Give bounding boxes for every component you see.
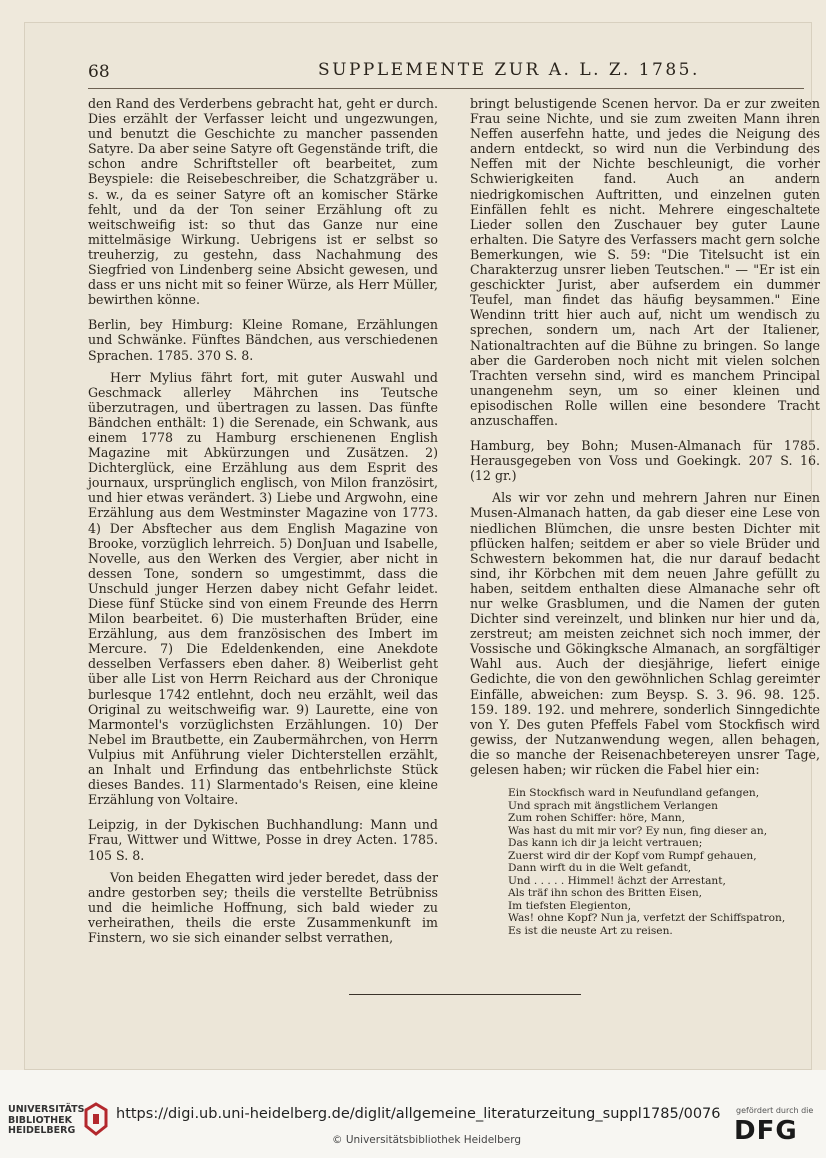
paragraph: bringt belustigende Scenen hervor. Da er zur zweiten Frau seine Nichte, und sie zum zweiten Mann ihren Neffen auserfehn hatte, und jedes die Neigung des andern entdeckt, so wird nun die Verbindung des Neffen mit der Nichte beschleunigt, die vorher Schwierigkeiten fand. Auch an andern niedrigkomischen Auftritten, und einzelnen guten Einfällen fehlt es nicht. Mehrere eingeschaltete Lieder sollen den Zuschauer bey guter Laune erhalten. Die Satyre des Verfassers macht gern solche Bemerkungen, wie S. 59: "Die Titelsucht ist ein Charakterzug unsrer lieben Teutschen." — "Er ist ein geschickter Jurist, aber aufserdem ein dummer Teufel, man findet das häufig beysammen." Eine Wendinn tritt hier auch auf, nicht um wendisch zu sprechen, sondern um, nach Art der Italiener, Nationaltrachten auf die Bühne zu bringen. So lange aber die Garderoben noch nicht mit vielen solchen Trachten versehn sind, wird es manchem Principal unangenehm seyn, um so einer kleinen und episodischen Rolle willen eine besondere Tracht anzuschaffen. (470, 96, 820, 428)
running-head: SUPPLEMENTE ZUR A. L. Z. 1785. (318, 60, 700, 80)
left-column (88, 96, 438, 952)
scanned-page (24, 22, 820, 1070)
paragraph: Von beiden Ehegatten wird jeder beredet, dass der andre gestorben sey; theils die verstellte Betrübniss und die heimliche Hoffnung, sich bald wieder zu verheirathen, theils die erste Zusammenkunft im Finstern, wo sie sich einander selbst verrathen, (88, 869, 438, 945)
paragraph: den Rand des Verderbens gebracht hat, geht er durch. Dies erzählt der Verfasser leicht und ungezwungen, und benutzt die Geschichte zu mancher passenden Satyre. Da aber seine Satyre oft Gegenstände trift, die schon andre Schriftsteller oft bearbeitet, zum Beyspiele: die Reisebeschreiber, die Schatzgräber u. s. w., da es seiner Satyre oft an komischer Stärke fehlt, und da der Ton seiner Erzählung oft zu weitschweifig ist: so thut das Ganze nur eine mittelmäsige Wirkung. Uebrigens ist er selbst so treuherzig, zu gestehn, dass Nachahmung des Siegfried von Lindenberg seine Absicht gewesen, und dass er uns nicht mit so feiner Würze, als Herr Müller, bewirthen könne. (88, 96, 438, 308)
institution-name: UNIVERSITÄTS- BIBLIOTHEK HEIDELBERG (8, 1104, 89, 1136)
book-entry-heading: Hamburg, bey Bohn; Musen-Almanach für 1785. Herausgegeben von Voss und Goekingk. 207 S. 16. (12 gr.) (470, 438, 820, 484)
book-entry-heading: Berlin, bey Himburg: Kleine Romane, Erzählungen und Schwänke. Fünftes Bändchen, aus verschiedenen Sprachen. 1785. 370 S. 8. (88, 317, 438, 363)
closing-rule (349, 994, 581, 995)
funded-by-label: gefördert durch die (736, 1106, 814, 1115)
page-header (88, 60, 804, 89)
paragraph: Als wir vor zehn und mehrern Jahren nur Einen Musen-Almanach hatten, da gab dieser eine Lese von niedlichen Blümchen, die unsre besten Dichter mit pflücken halfen; seitdem er aber so viele Brüder und Schwestern bekommen hat, die nur darauf bedacht sind, ihr Körbchen mit dem neuen Jahre gefüllt zu haben, seitdem enthalten diese Almanache sehr oft nur welke Grasblumen, und die Namen der guten Dichter sind vereinzelt, und blinken nur hier und da, zerstreut; am meisten zeichnet sich noch immer, der Vossische und Gökingksche Almanach, an sorgfältiger Wahl aus. Auch der diesjährige, liefert einige Gedichte, die von den gewöhnlichen Schlag gereimter Einfälle, abweichen: zum Beysp. S. 3. 96. 98. 125. 159. 189. 192. und mehrere, sonderlich Sinngedichte von Y. Des guten Pfeffels Fabel vom Stockfisch wird gewiss, der Nutzanwendung wegen, allen behagen, die so manche der Reisenachbetereyen unsrer Tage, gelesen haben; wir rücken die Fabel hier ein: (470, 490, 820, 778)
dfg-logo: DFG (734, 1116, 798, 1146)
book-entry-heading: Leipzig, in der Dykischen Buchhandlung: Mann und Frau, Wittwer und Wittwe, Posse in drey Acten. 1785. 105 S. 8. (88, 817, 438, 863)
right-column (470, 96, 820, 937)
university-library-logo (8, 1105, 88, 1137)
page-content (84, 44, 820, 1044)
copyright-notice: © Universitätsbibliothek Heidelberg (332, 1134, 522, 1146)
page-number: 68 (88, 62, 110, 82)
poem-fable: Ein Stockfisch ward in Neufundland gefangen, Und sprach mit ängstlichem Verlangen Zum rohen Schiffer: höre, Mann, Was hast du mit mir vor? Ey nun, fing dieser an, Das kann ich dir ja leicht vertrauen; Zuerst wird dir der Kopf vom Rumpf gehauen, Dann wirft du in die Welt gefandt, Und . . . . . Himmel! ächzt der Arrestant, Als träf ihn schon des Britten Eisen, Im tiefsten Elegienton, Was! ohne Kopf? Nun ja, verfetzt der Schiffspatron, Es ist die neuste Art zu reisen. (508, 787, 786, 937)
heidelberg-mark-icon (84, 1102, 108, 1136)
permalink-url[interactable]: https://digi.ub.uni-heidelberg.de/diglit/allgemeine_literaturzeitung_suppl1785/0076 (116, 1106, 721, 1122)
paragraph: Herr Mylius fährt fort, mit guter Auswahl und Geschmack allerley Mährchen ins Teutsche überzutragen, und übertragen zu lassen. Das fünfte Bändchen enthält: 1) die Serenade, ein Schwank, aus einem 1778 zu Hamburg erschienenen English Magazine mit Abkürzungen und Zusätzen. 2) Dichterglück, eine Erzählung aus dem Esprit des journaux, ursprünglich englisch, von Milon französirt, und hier etwas verändert. 3) Liebe und Argwohn, eine Erzählung aus dem Westminster Magazine von 1773. 4) Der Absftecher aus dem English Magazine von Brooke, vorzüglich lehrreich. 5) DonJuan und Isabelle, Novelle, aus den Werken des Vergier, aber nicht in dessen Tone, sondern so umgestimmt, dass die Unschuld junger Herzen dabey nicht Gefahr leidet. Diese fünf Stücke sind von einem Freunde des Herrn Milon bearbeitet. 6) Die musterhaften Brüder, eine Erzählung, aus dem französischen des Imbert im Mercure. 7) Die Edeldenkenden, eine Anekdote desselben Verfassers eben daher. 8) Weiberlist geht über alle List von Herrn Reichard aus der Chronique burlesque 1742 entlehnt, doch neu erzählt, weil das Original zu weitschweifig war. 9) Laurette, eine von Marmontel's vorzüglichsten Erzählungen. 10) Der Nebel im Brautbette, ein Zaubermährchen, von Herrn Vulpius mit Anführung vieler Dichterstellen erzählt, an Inhalt und Erfindung das entbehrlichste Stück dieses Bandes. 11) Slarmentado's Reisen, eine kleine Erzählung von Voltaire. (88, 369, 438, 808)
footer-bar (0, 1070, 826, 1158)
